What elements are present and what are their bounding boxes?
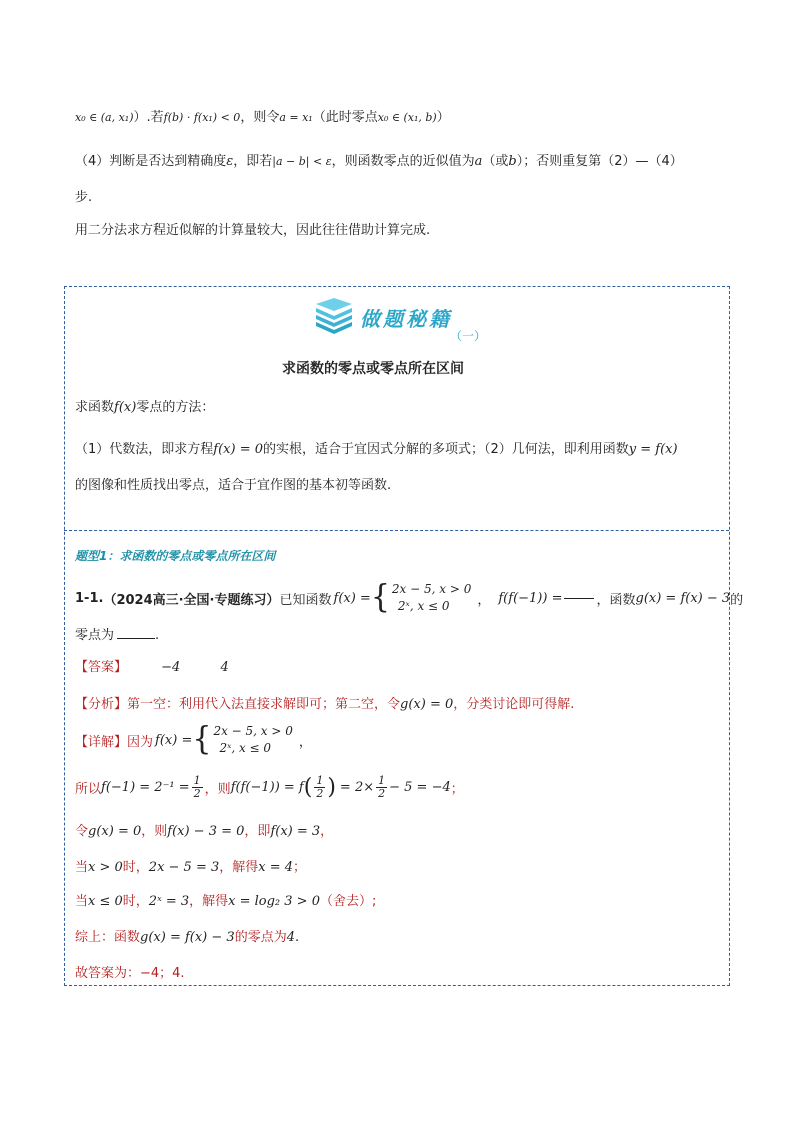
- banner-sub: （一）: [450, 329, 487, 343]
- step-4: 当x ≤ 0时，2ˣ = 3，解得x = log₂ 3 > 0（舍去）;: [75, 894, 377, 909]
- answer-blank-2[interactable]: [117, 637, 155, 639]
- step-1: 所以 f(−1) = 2⁻¹ = $\frac{1}{2}$ ，则 f(f(−1)) = f ( $\frac{1}{2}$ ) = 2× $\frac{1}{2}$ − 5 = −4 ；: [75, 774, 464, 800]
- answer-blank-1[interactable]: [564, 597, 594, 599]
- math-interval: x₀ ∈ (a, x₁): [75, 111, 134, 124]
- type-label: 题型1：求函数的零点或零点所在区间: [75, 549, 276, 563]
- banner-title: 做题秘籍: [360, 307, 452, 331]
- problem-stem-2: 零点为 .: [75, 628, 160, 643]
- math-product: f(b) · f(x₁) < 0: [163, 111, 241, 124]
- step-5: 综上：函数g(x) = f(x) − 3的零点为4.: [75, 930, 300, 945]
- step-2: 令g(x) = 0，则f(x) − 3 = 0，即f(x) = 3，: [75, 824, 334, 839]
- books-icon: [312, 298, 356, 334]
- intro-line1: x₀ ∈ (a, x₁)）.若f(b) · f(x₁) < 0，则令a = x₁（此时零点x₀ ∈ (x₁, b)）: [75, 110, 450, 125]
- math-condition: |a − b| < ε: [272, 155, 332, 168]
- method-p2: 的图像和性质找出零点，适合于宜作图的基本初等函数.: [75, 478, 392, 493]
- detail-line: 【详解】 因为 f(x) = { 2x − 5, x > 0 2ˣ, x ≤ 0 ，: [75, 721, 312, 758]
- math-assign: a = x₁: [279, 111, 313, 124]
- method-line: 求函数f(x)零点的方法：: [75, 400, 215, 415]
- fraction-half: $\frac{1}{2}$: [193, 774, 201, 800]
- answer-line: 【答案】 −4 4: [75, 660, 229, 675]
- box-heading: 求函数的零点或零点所在区间: [282, 361, 464, 377]
- method-p1: （1）代数法，即求方程f(x) = 0的实根，适合于宜因式分解的多项式；（2）几何法，即利用函数y = f(x): [75, 442, 678, 457]
- box-divider: [64, 530, 729, 531]
- summary-line: 用二分法求方程近似解的计算量较大，因此往往借助计算完成.: [75, 223, 431, 238]
- step-3: 当x > 0时，2x − 5 = 3，解得x = 4；: [75, 860, 307, 875]
- step4-line: （4）判断是否达到精确度ε，即若|a − b| < ε，则函数零点的近似值为a（或b）；否则重复第（2）—（4）: [75, 154, 683, 169]
- tips-box: [64, 286, 730, 986]
- problem-stem: 1-1. （2024高三·全国·专题练习） 已知函数 f(x) = { 2x − 5, x > 0 2ˣ, x ≤ 0 ， f(f(−1)) = ，函数 g(x) = f(x) − 3 的: [75, 579, 744, 616]
- step-6: 故答案为：−4；4.: [75, 966, 185, 981]
- analysis-line: 【分析】第一空：利用代入法直接求解即可；第二空，令g(x) = 0，分类讨论即可得解.: [75, 697, 575, 712]
- piecewise-function-2: { 2x − 5, x > 0 2ˣ, x ≤ 0: [192, 721, 293, 758]
- banner: [312, 298, 356, 338]
- step4-tail: 步.: [75, 190, 93, 205]
- math-interval2: x₀ ∈ (x₁, b): [377, 111, 437, 124]
- piecewise-function: { 2x − 5, x > 0 2ˣ, x ≤ 0: [370, 579, 472, 616]
